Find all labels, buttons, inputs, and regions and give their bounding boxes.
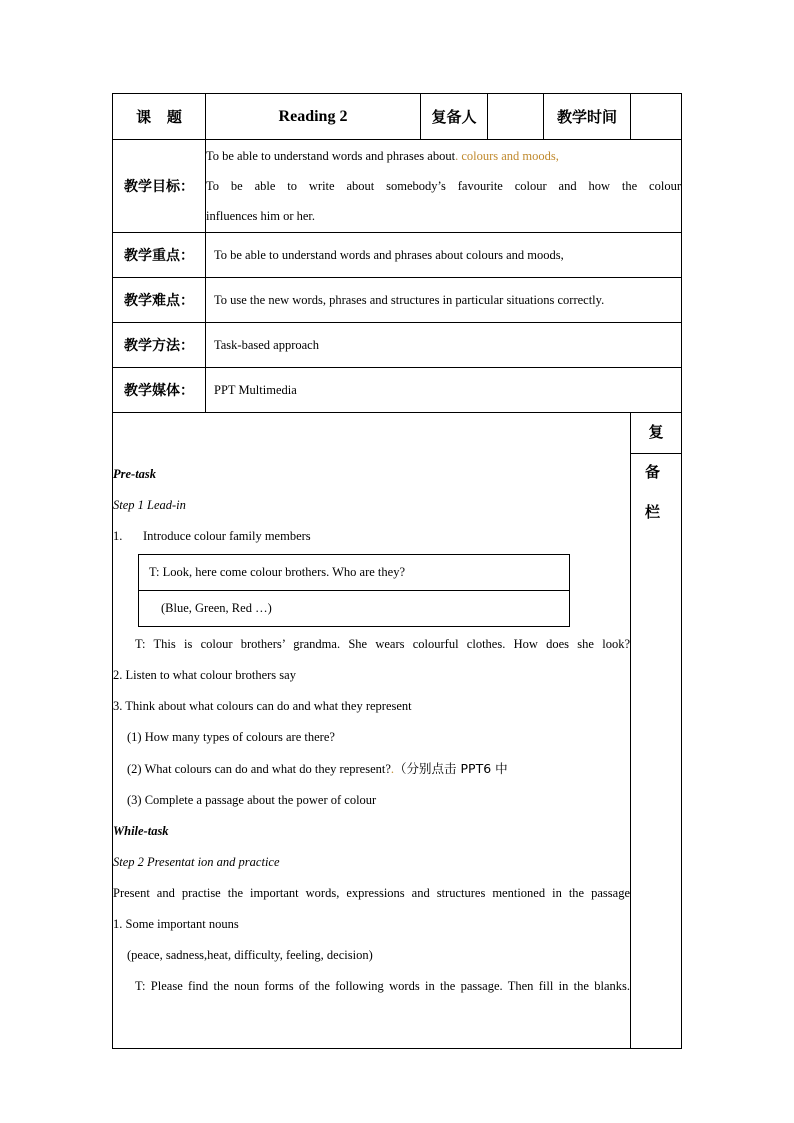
lesson-plan-table (112, 93, 682, 1049)
dialogue-student-line: (Blue, Green, Red …) (139, 591, 570, 627)
topic-label: 课 题 (113, 94, 206, 140)
reviewer-label: 复备人 (421, 94, 488, 140)
find-nouns-line: T: Please find the noun forms of the following words in the passage. Then fill in the blanks. (135, 979, 630, 993)
procedure-sub-1: (1) How many types of colours are there? (127, 730, 335, 744)
dialogue-row-answer (139, 591, 570, 627)
reviewer-value[interactable] (488, 94, 544, 140)
objectives-line-3: influences him or her. (206, 209, 315, 223)
item-1-number: 1. (113, 529, 123, 543)
topic-value: Reading 2 (206, 94, 421, 140)
procedure-sub-3: (3) Complete a passage about the power of colour (127, 793, 377, 807)
dialogue-row-question (139, 555, 570, 591)
objectives-line-2: To be able to write about somebody’s favourite colour and how the colour (206, 179, 681, 193)
media-value: PPT Multimedia (206, 368, 682, 413)
spellcheck-mark: . colours and moods, (455, 149, 559, 163)
table-row-key-points (113, 233, 682, 278)
objectives-value (206, 140, 682, 233)
key-points-label: 教学重点： (113, 233, 206, 278)
step1-heading: Step 1 Lead-in (113, 498, 186, 512)
media-label: 教学媒体： (113, 368, 206, 413)
review-column-body[interactable] (631, 454, 681, 1048)
pre-task-heading: Pre-task (113, 467, 157, 481)
spellcheck-mark-2: . (390, 762, 395, 776)
difficulties-value: To use the new words, phrases and structures in particular situations correctly. (206, 278, 682, 323)
dialogue-teacher-line: T: Look, here come colour brothers. Who are they? (139, 555, 570, 591)
procedure-cell (113, 413, 631, 1049)
table-row-media (113, 368, 682, 413)
methods-value: Task-based approach (206, 323, 682, 368)
methods-label: 教学方法： (113, 323, 206, 368)
teaching-time-label: 教学时间 (544, 94, 631, 140)
grandma-line: T: This is colour brothers’ grandma. She wears colourful clothes. How does she look? (135, 637, 630, 651)
objectives-line-1: To be able to understand words and phrases about. colours and moods, (206, 149, 559, 163)
procedure-item-1 (113, 521, 630, 552)
while-task-heading: While-task (113, 824, 169, 838)
objectives-label: 教学目标： (113, 140, 206, 233)
table-row-header (113, 94, 682, 140)
table-row-objectives (113, 140, 682, 233)
review-column (631, 413, 682, 1049)
procedure-sub-2-chinese: （分别点击 PPT6 中 (394, 761, 508, 776)
step2-heading: Step 2 Presentat ion and practice (113, 855, 280, 869)
procedure-sub-2-english: (2) What colours can do and what do they represent? (127, 762, 391, 776)
procedure-sub-2 (113, 753, 630, 785)
difficulties-label: 教学难点： (113, 278, 206, 323)
present-line: Present and practise the important words, expressions and structures mentioned in the passage (113, 886, 630, 900)
key-points-value: To be able to understand words and phrases about colours and moods, (206, 233, 682, 278)
teaching-time-value[interactable] (631, 94, 682, 140)
table-row-difficulties (113, 278, 682, 323)
nouns-list: (peace, sadness,heat, difficulty, feeling, decision) (127, 948, 373, 962)
dialogue-table (138, 554, 570, 627)
item-1-text: Introduce colour family members (143, 529, 311, 543)
table-row-procedure (113, 413, 682, 1049)
procedure-item-2: 2. Listen to what colour brothers say (113, 668, 296, 682)
procedure-item-3: 3. Think about what colours can do and what they represent (113, 699, 412, 713)
review-column-header: 复 备 栏 (631, 413, 681, 454)
nouns-item: 1. Some important nouns (113, 917, 239, 931)
table-row-methods (113, 323, 682, 368)
